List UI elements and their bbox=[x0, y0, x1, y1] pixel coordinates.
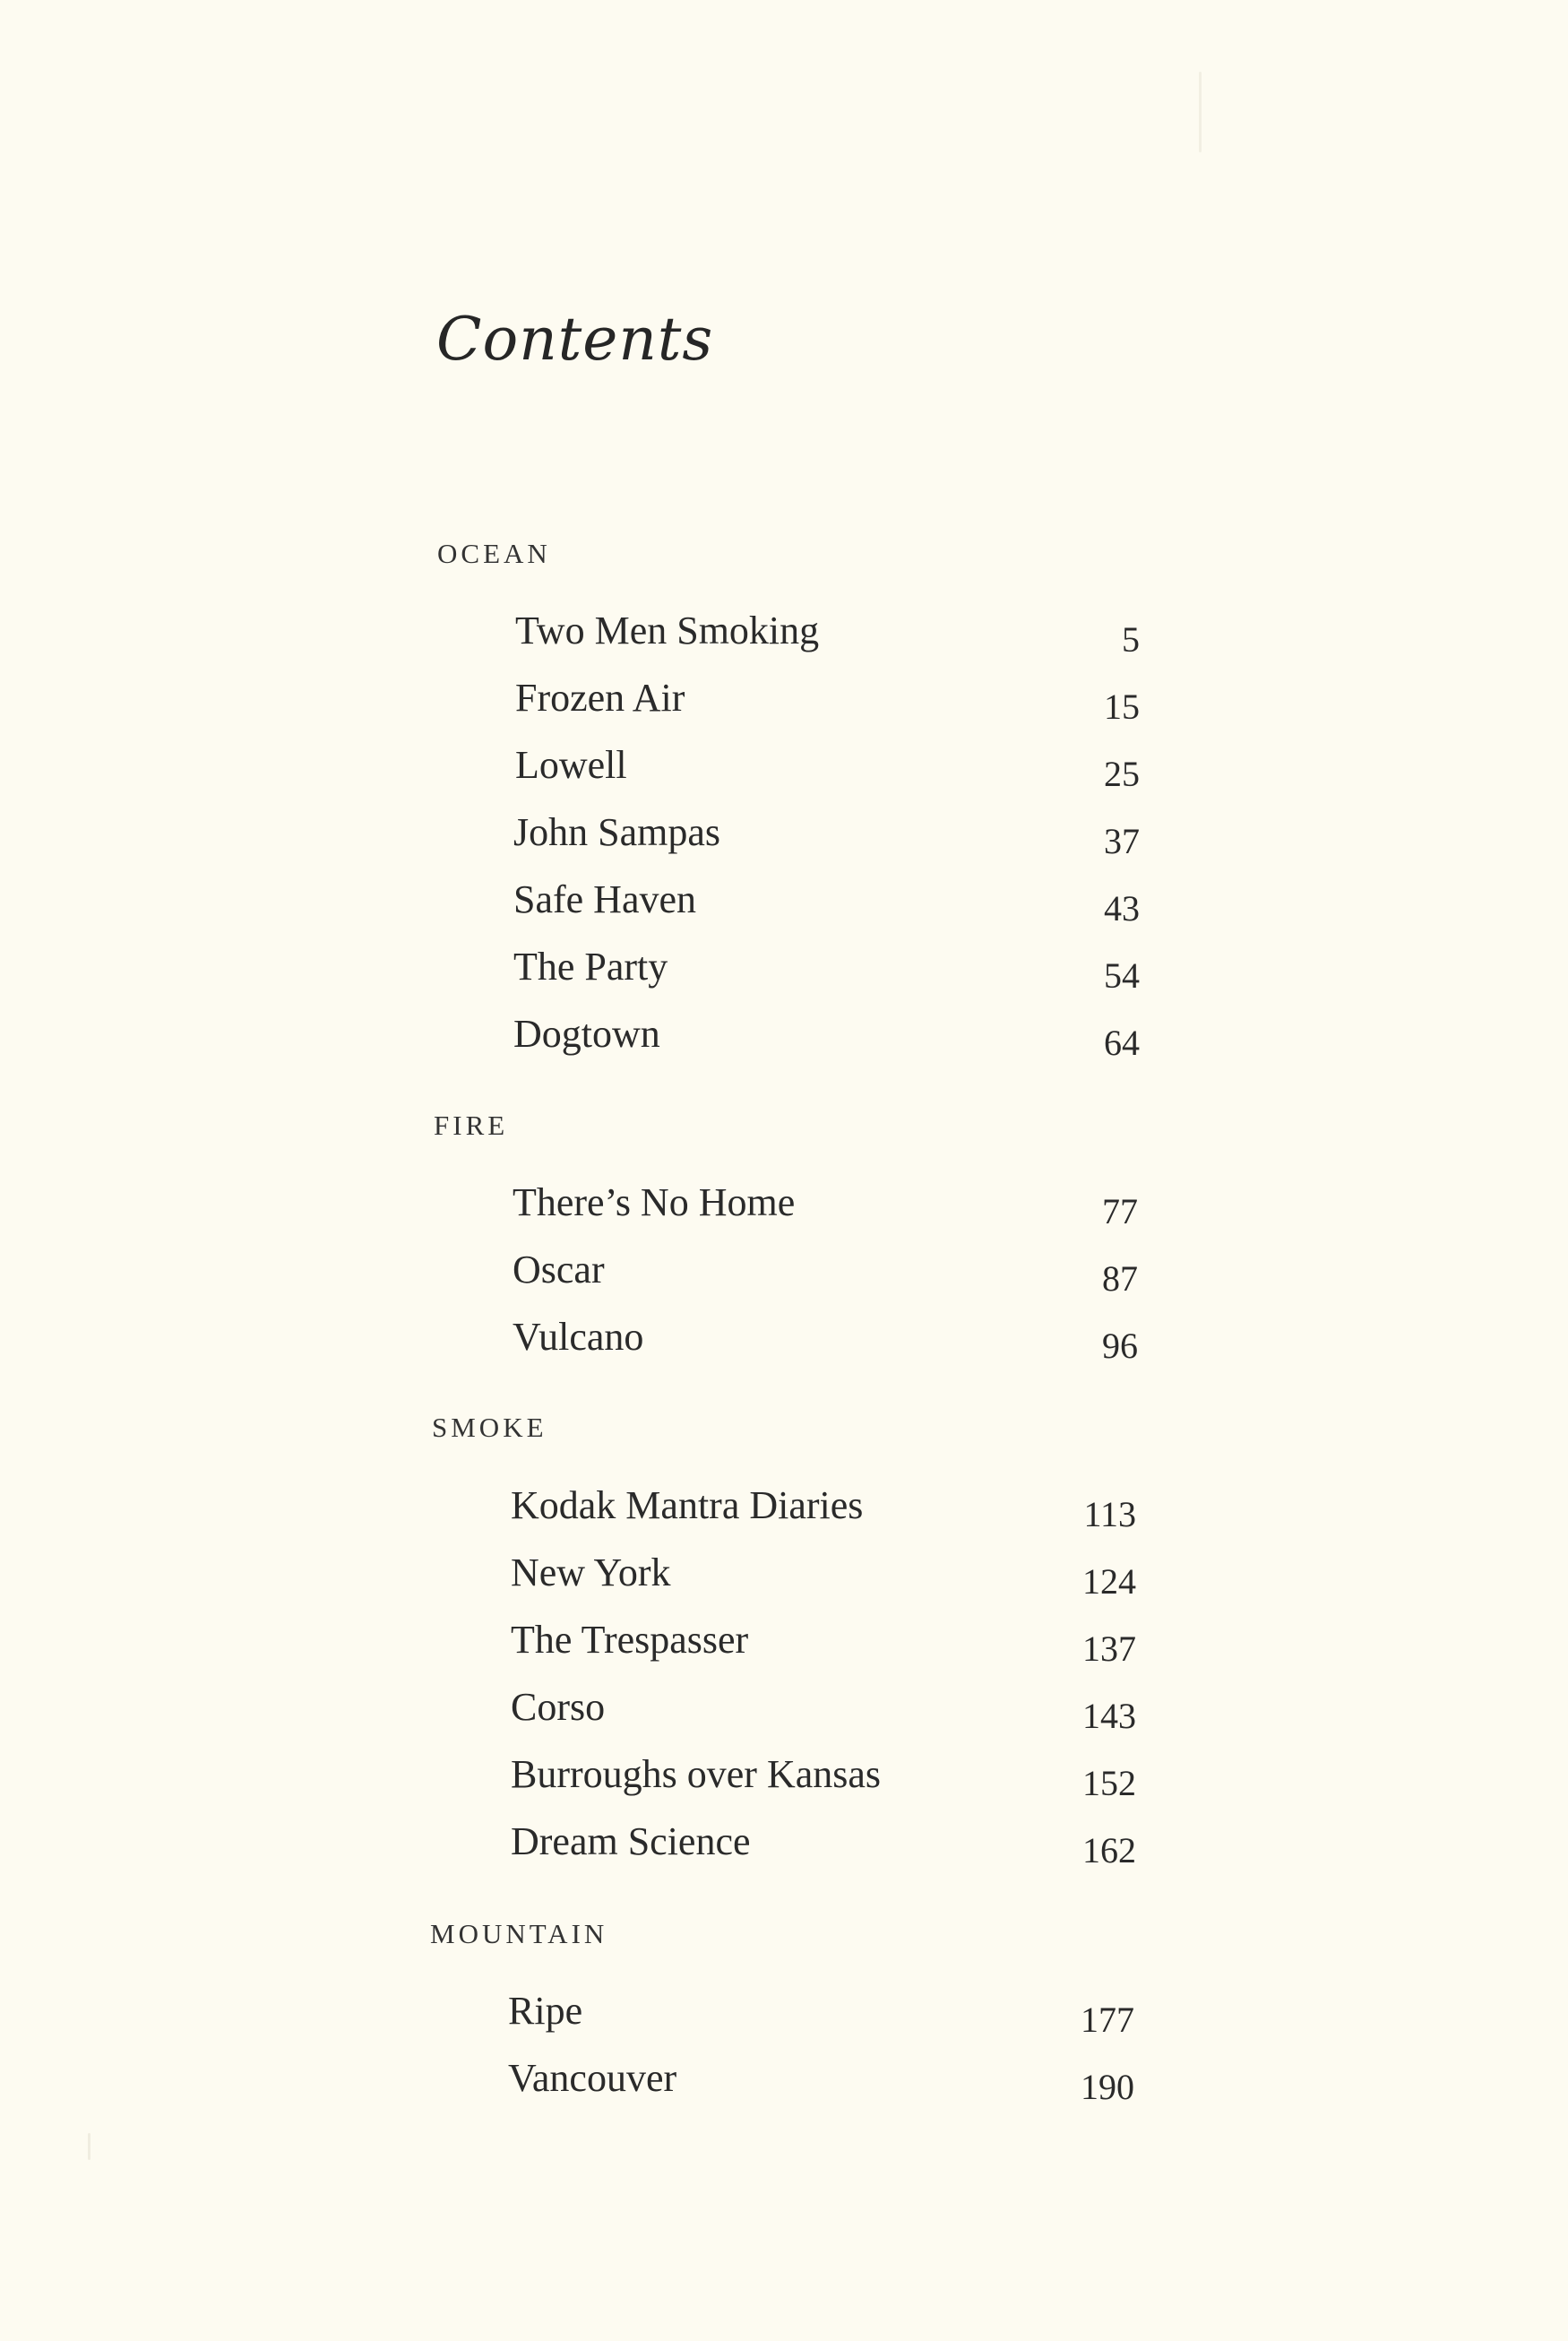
toc-entry[interactable] bbox=[0, 877, 1568, 930]
entry-title: Burroughs over Kansas bbox=[511, 1752, 882, 1796]
entry-title: John Sampas bbox=[513, 810, 720, 854]
entry-page-number: 190 bbox=[1081, 2067, 1134, 2107]
section-heading-mountain: MOUNTAIN bbox=[430, 1918, 608, 1949]
entry-title: Ripe bbox=[508, 1989, 583, 2033]
entry-title: Two Men Smoking bbox=[515, 609, 820, 652]
entry-title: Vancouver bbox=[508, 2056, 677, 2100]
entry-title: New York bbox=[511, 1551, 671, 1594]
entry-title: There’s No Home bbox=[513, 1180, 796, 1224]
entry-page-number: 54 bbox=[1104, 955, 1140, 996]
entry-title: The Trespasser bbox=[511, 1618, 749, 1662]
paper-speck bbox=[88, 2133, 90, 2160]
toc-entry[interactable] bbox=[0, 1482, 1568, 1536]
entry-title: Frozen Air bbox=[515, 676, 685, 720]
toc-entry[interactable] bbox=[0, 1179, 1568, 1233]
entry-page-number: 113 bbox=[1083, 1494, 1136, 1534]
toc-entry[interactable] bbox=[0, 1751, 1568, 1805]
entry-page-number: 87 bbox=[1102, 1258, 1138, 1299]
entry-title: Vulcano bbox=[513, 1315, 644, 1359]
entry-page-number: 96 bbox=[1102, 1326, 1138, 1366]
toc-entry[interactable] bbox=[0, 1988, 1568, 2042]
entry-page-number: 43 bbox=[1104, 888, 1140, 929]
entry-title: Kodak Mantra Diaries bbox=[511, 1483, 864, 1527]
entry-page-number: 25 bbox=[1104, 754, 1140, 794]
entry-title: Dogtown bbox=[513, 1012, 660, 1056]
entry-title: The Party bbox=[513, 945, 668, 989]
paper-speck bbox=[1199, 72, 1202, 152]
entry-title: Safe Haven bbox=[513, 877, 697, 921]
toc-entry[interactable] bbox=[0, 1011, 1568, 1065]
toc-entry[interactable] bbox=[0, 944, 1568, 998]
toc-entry[interactable] bbox=[0, 1818, 1568, 1872]
section-heading-smoke: SMOKE bbox=[432, 1412, 547, 1443]
entry-title: Oscar bbox=[513, 1248, 605, 1291]
entry-title: Lowell bbox=[515, 743, 627, 787]
page-title: Contents bbox=[436, 305, 714, 374]
entry-page-number: 15 bbox=[1104, 687, 1140, 727]
entry-page-number: 124 bbox=[1082, 1561, 1136, 1602]
toc-entry[interactable] bbox=[0, 1617, 1568, 1671]
entry-title: Corso bbox=[511, 1685, 606, 1729]
entry-page-number: 5 bbox=[1122, 619, 1140, 660]
entry-page-number: 162 bbox=[1082, 1830, 1136, 1870]
entry-page-number: 152 bbox=[1082, 1763, 1136, 1803]
entry-page-number: 37 bbox=[1104, 821, 1140, 861]
toc-entry[interactable] bbox=[0, 742, 1568, 796]
toc-entry[interactable] bbox=[0, 2055, 1568, 2109]
entry-page-number: 143 bbox=[1082, 1696, 1136, 1736]
entry-page-number: 177 bbox=[1081, 2000, 1134, 2040]
entry-title: Dream Science bbox=[511, 1819, 751, 1863]
toc-entry[interactable] bbox=[0, 608, 1568, 661]
toc-entry[interactable] bbox=[0, 1550, 1568, 1603]
toc-entry[interactable] bbox=[0, 809, 1568, 863]
toc-entry[interactable] bbox=[0, 1314, 1568, 1368]
section-heading-fire: FIRE bbox=[434, 1110, 509, 1141]
toc-entry[interactable] bbox=[0, 1684, 1568, 1738]
toc-entry[interactable] bbox=[0, 675, 1568, 729]
entry-page-number: 64 bbox=[1104, 1023, 1140, 1063]
entry-page-number: 137 bbox=[1082, 1628, 1136, 1669]
section-heading-ocean: OCEAN bbox=[437, 538, 551, 569]
toc-entry[interactable] bbox=[0, 1247, 1568, 1300]
entry-page-number: 77 bbox=[1102, 1191, 1138, 1231]
